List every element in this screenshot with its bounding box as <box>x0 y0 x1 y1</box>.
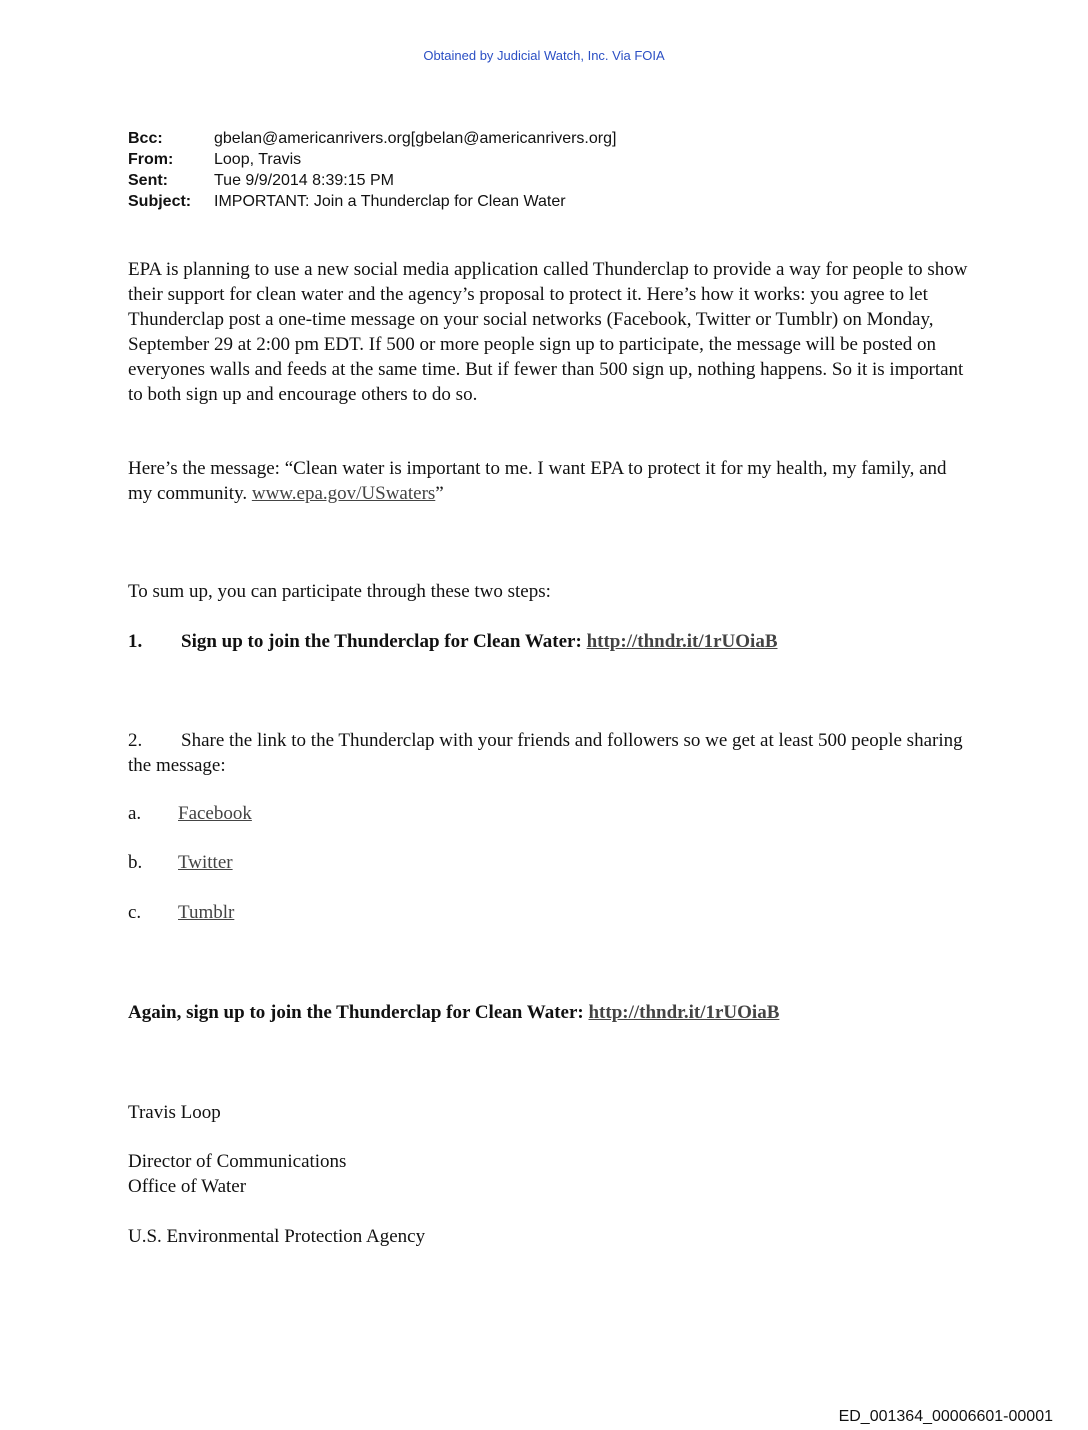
again-text: Again, sign up to join the Thunderclap for Clean Water: <box>128 1002 589 1023</box>
sub-item-twitter <box>128 852 233 874</box>
sub-item-tumblr <box>128 902 234 924</box>
tumblr-link[interactable]: Tumblr <box>178 902 235 923</box>
facebook-link[interactable]: Facebook <box>178 803 252 824</box>
subject-label: Subject: <box>128 193 192 210</box>
sent-value: Tue 9/9/2014 8:39:15 PM <box>214 172 394 189</box>
again-signup <box>128 1000 779 1025</box>
signature-agency: U.S. Environmental Protection Agency <box>128 1226 426 1247</box>
email-headers <box>128 128 616 212</box>
step-2-text: Share the link to the Thunderclap with your friends and followers so we get at least 500 people sharing the message: <box>128 730 963 776</box>
sub-item-letter: a. <box>128 803 142 824</box>
subject-row <box>128 191 616 212</box>
sub-item-letter: c. <box>128 902 142 923</box>
sent-label: Sent: <box>128 172 168 189</box>
from-label: From: <box>128 151 174 168</box>
step-2 <box>128 728 968 778</box>
from-value: Loop, Travis <box>214 151 302 168</box>
uswaters-link[interactable]: www.epa.gov/USwaters <box>251 483 436 504</box>
body-paragraph-2 <box>128 456 968 506</box>
document-id: ED_001364_00006601-00001 <box>838 1408 1053 1425</box>
bcc-label: Bcc: <box>128 130 163 147</box>
twitter-link[interactable]: Twitter <box>178 852 233 873</box>
signature-title: Director of Communications <box>128 1151 347 1172</box>
message-close: ” <box>435 483 444 504</box>
sent-row <box>128 170 616 191</box>
step-1-text: Sign up to join the Thunderclap for Clean Water: <box>181 631 587 652</box>
step-1-number: 1. <box>128 631 143 652</box>
sub-item-facebook <box>128 803 252 825</box>
from-row <box>128 149 616 170</box>
body-paragraph-3: To sum up, you can participate through these two steps: <box>128 581 551 602</box>
step-1-link[interactable]: http://thndr.it/1rUOiaB <box>586 631 778 652</box>
step-1 <box>128 629 778 654</box>
bcc-value: gbelan@americanrivers.org[gbelan@americanrivers.org] <box>214 130 617 147</box>
foia-watermark: Obtained by Judicial Watch, Inc. Via FOIA <box>423 48 665 63</box>
message-text: Here’s the message: “Clean water is important to me. I want EPA to protect it for my health, my family, and my community. <box>128 458 947 504</box>
subject-value: IMPORTANT: Join a Thunderclap for Clean Water <box>214 193 566 210</box>
signature-name: Travis Loop <box>128 1102 221 1123</box>
body-paragraph-1: EPA is planning to use a new social media application called Thunderclap to provide a way for people to show their support for clean water and the agency’s proposal to protect it. Here’s how it works: you agree to let Thunderclap post a one-time message on your social networks (Facebook, Twitter or Tumblr) on Monday, September 29 at 2:00 pm EDT. If 500 or more people sign up to participate, the message will be posted on everyones walls and feeds at the same time. But if fewer than 500 sign up, nothing happens. So it is important to both sign up and encourage others to do so. <box>128 259 968 405</box>
signature-office: Office of Water <box>128 1176 247 1197</box>
sub-item-letter: b. <box>128 852 143 873</box>
step-2-number: 2. <box>128 730 143 751</box>
bcc-row <box>128 128 616 149</box>
again-link[interactable]: http://thndr.it/1rUOiaB <box>588 1002 780 1023</box>
